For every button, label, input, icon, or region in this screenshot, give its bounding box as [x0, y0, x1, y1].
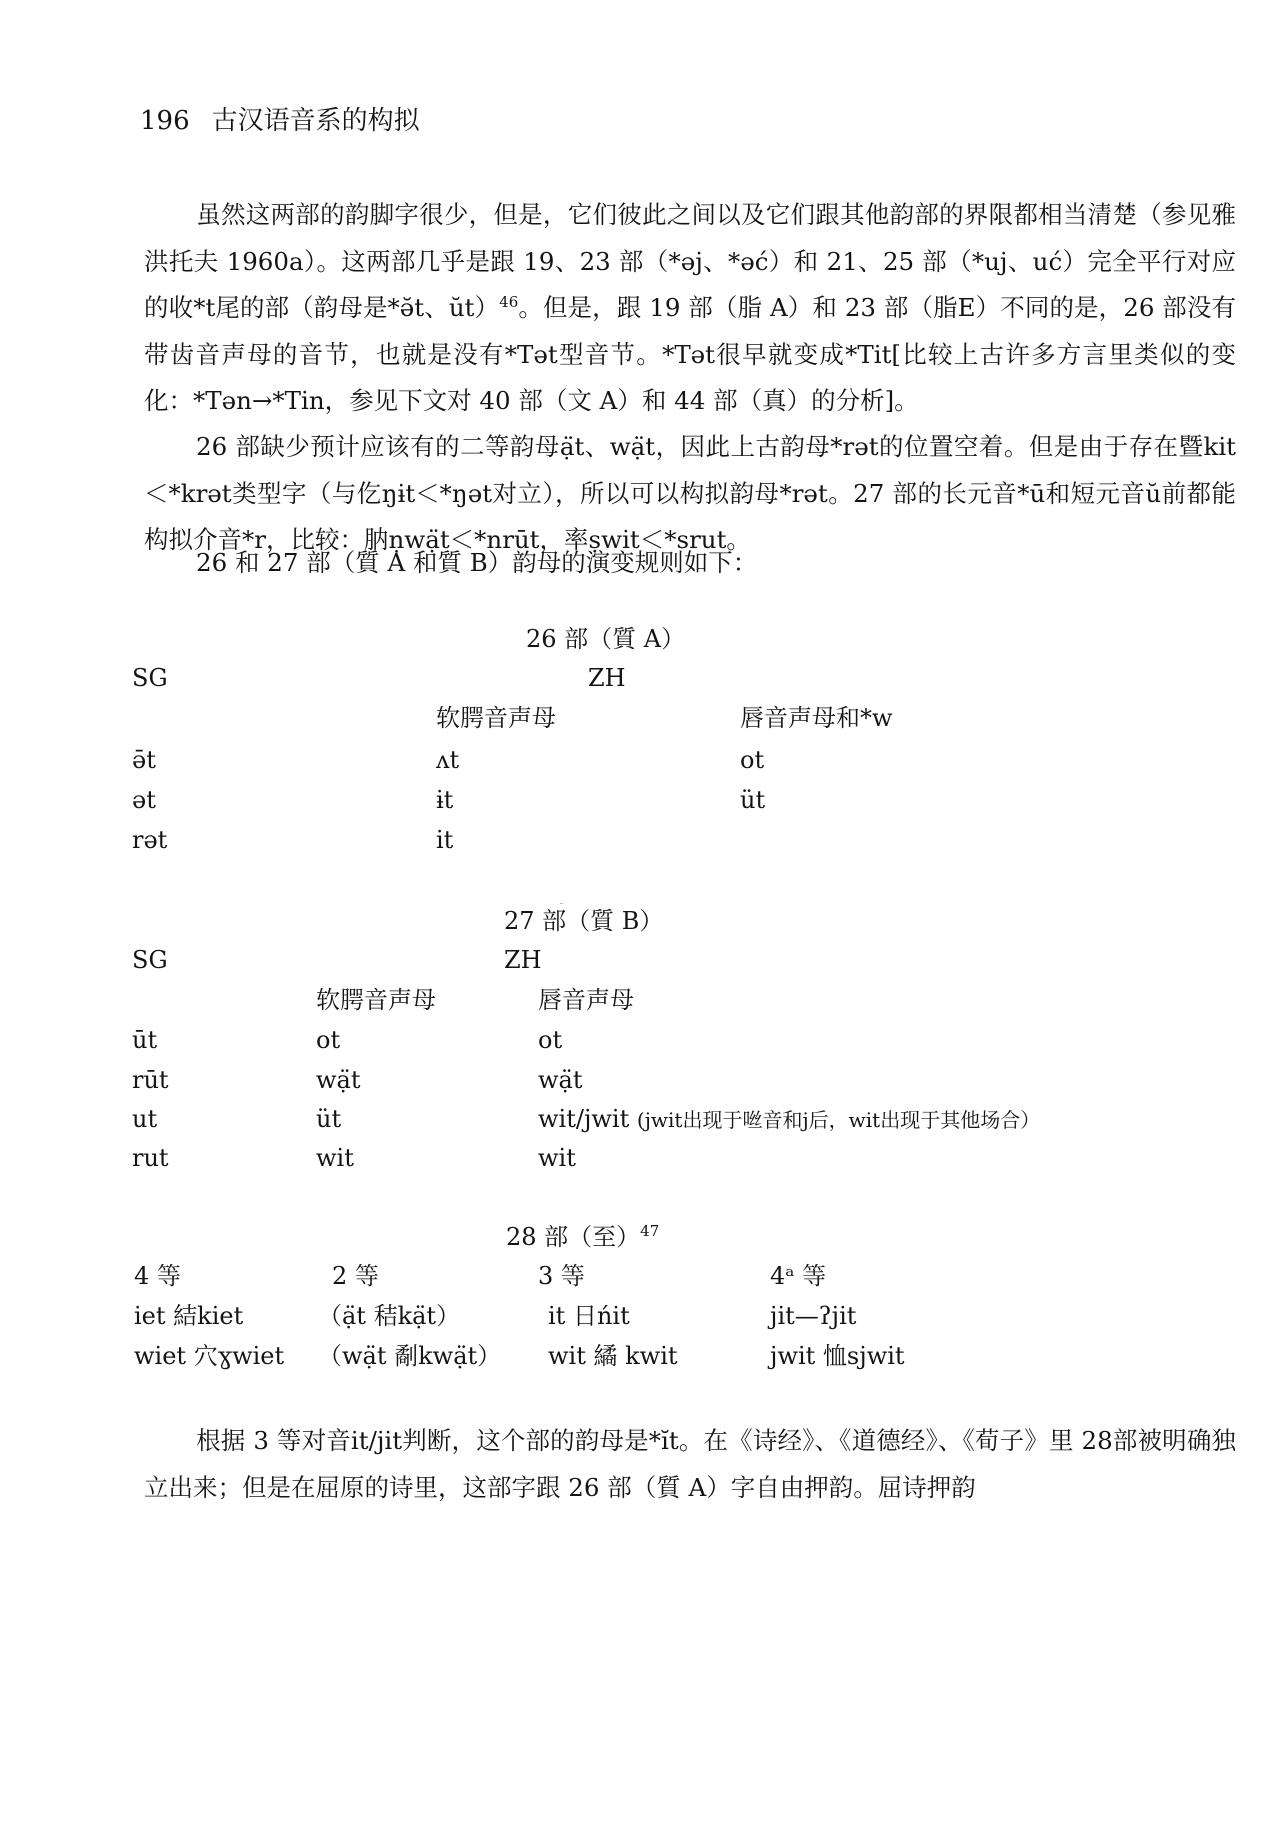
paragraph-3	[144, 540, 1236, 587]
table-27-row-velar: ot	[316, 1026, 341, 1054]
table-28-cell: iet 結kiet	[134, 1302, 244, 1330]
table-28-title-text: 28 部（至）	[506, 1223, 641, 1251]
paragraph-1-text-b: 。但是，跟 19 部（脂 A）和 23 部（脂E）不同的是，26 部没有带齿音声母的音节，也就是没有*Tət型音节。*Tət很早就变成*Tit[比较上古许多方言里类似的变化：*Tən→*Tin，参见下文对 40 部（文 A）和 44 部（真）的分析]。	[144, 293, 1236, 415]
table-28-cell: （ạ̈t 秸kạ̈t）	[318, 1302, 461, 1330]
table-26-zh-header: ZH	[588, 664, 626, 692]
table-27-row-labial: wit	[538, 1144, 576, 1172]
table-28-header-4: 4 等	[134, 1262, 181, 1290]
table-26-row-velar: ɨt	[436, 786, 454, 814]
table-27-sg-header: SG	[132, 946, 168, 974]
table-26-row-velar: it	[436, 826, 454, 854]
table-26-row-labial: üt	[740, 786, 766, 814]
table-26-row-labial: ot	[740, 746, 765, 774]
table-27-row-sg: ūt	[132, 1026, 158, 1054]
table-27-note: (jwit出现于咝音和j后，wit出现于其他场合）	[636, 1108, 1041, 1132]
table-26-sg-header: SG	[132, 664, 168, 692]
table-27-row-velar: üt	[316, 1105, 342, 1133]
table-27-title: 27 部（質 B）	[504, 907, 664, 935]
table-26-row-sg: ət	[132, 786, 156, 814]
footnote-ref-47: 47	[640, 1222, 660, 1240]
table-26-row-velar: ʌt	[436, 746, 460, 774]
paragraph-1-text-a: 虽然这两部的韵脚字很少，但是，它们彼此之间以及它们跟其他韵部的界限都相当清楚（参见雅洪托夫 1960a）。这两部几乎是跟 19、23 部（*əj、*əć）和 21、25 部（*uj、uć）完全平行对应的收*t尾的部（韵母是*ə̆t、ŭt）	[144, 200, 1236, 322]
paragraph-4	[144, 1418, 1236, 1511]
table-26-row-sg: ə̄t	[132, 746, 156, 774]
table-27-row-sg: ut	[132, 1105, 158, 1133]
table-28-cell: jit—ʔjit	[770, 1302, 857, 1330]
table-27-row-labial: ot	[538, 1026, 563, 1054]
paragraph-3-text: 26 和 27 部（質 A 和質 B）韵母的演变规则如下：	[196, 548, 758, 577]
table-27-zh-header: ZH	[504, 946, 542, 974]
footnote-ref-46: 46	[499, 292, 519, 311]
table-27-row-velar: wạ̈t	[316, 1066, 361, 1094]
table-28-cell: wit 繘 kwit	[548, 1342, 678, 1370]
paragraph-1	[144, 192, 1236, 425]
table-28-cell: jwit 恤sjwit	[770, 1342, 905, 1370]
table-27-row-sg: rūt	[132, 1066, 169, 1094]
table-28-cell: wiet 穴ɣwiet	[134, 1342, 285, 1370]
page-header	[140, 100, 420, 137]
table-27-row-sg: rut	[132, 1144, 169, 1172]
table-26-title: 26 部（質 A）	[526, 625, 686, 653]
table-27-velar-header: 软腭音声母	[316, 986, 436, 1014]
table-27-row-velar: wit	[316, 1144, 354, 1172]
table-28-header-4a: 4ᵃ 等	[770, 1262, 827, 1290]
table-26-labial-header: 唇音声母和*w	[740, 704, 893, 732]
paragraph-4-text: 根据 3 等对音it/jit判断，这个部的韵母是*ĭt。在《诗经》、《道德经》、《荀子》里 28部被明确独立出来；但是在屈原的诗里，这部字跟 26 部（質 A）字自由押韵。屈诗押韵	[144, 1426, 1236, 1502]
table-28-title	[506, 1222, 659, 1252]
table-26-row-sg: rət	[132, 826, 168, 854]
table-28-cell: （wạ̈t 劀kwạ̈t）	[318, 1342, 502, 1370]
table-27-labial-value: wit/jwit	[538, 1105, 630, 1133]
table-28-header-3: 3 等	[538, 1262, 585, 1290]
page-number: 196	[140, 106, 190, 136]
table-27-labial-header: 唇音声母	[538, 986, 634, 1014]
running-title: 古汉语音系的构拟	[211, 106, 420, 136]
paragraph-2-text: 26 部缺少预计应该有的二等韵母ạ̈t、wạ̈t，因此上古韵母*rət的位置空着。但是由于存在暨kit＜*krət类型字（与仡ŋɨt＜*ŋət对立），所以可以构拟韵母*rət。27 部的长元音*ū和短元音ŭ前都能构拟介音*r，比较：肭ṇwạ̈t＜*nrūt，率ṣwit＜*srut。	[144, 432, 1236, 554]
table-28-header-2: 2 等	[332, 1262, 379, 1290]
table-27-row-labial: wạ̈t	[538, 1066, 583, 1094]
table-28-cell: it 日ńit	[548, 1302, 630, 1330]
table-27-row-labial	[538, 1104, 1040, 1135]
table-26-velar-header: 软腭音声母	[436, 704, 556, 732]
